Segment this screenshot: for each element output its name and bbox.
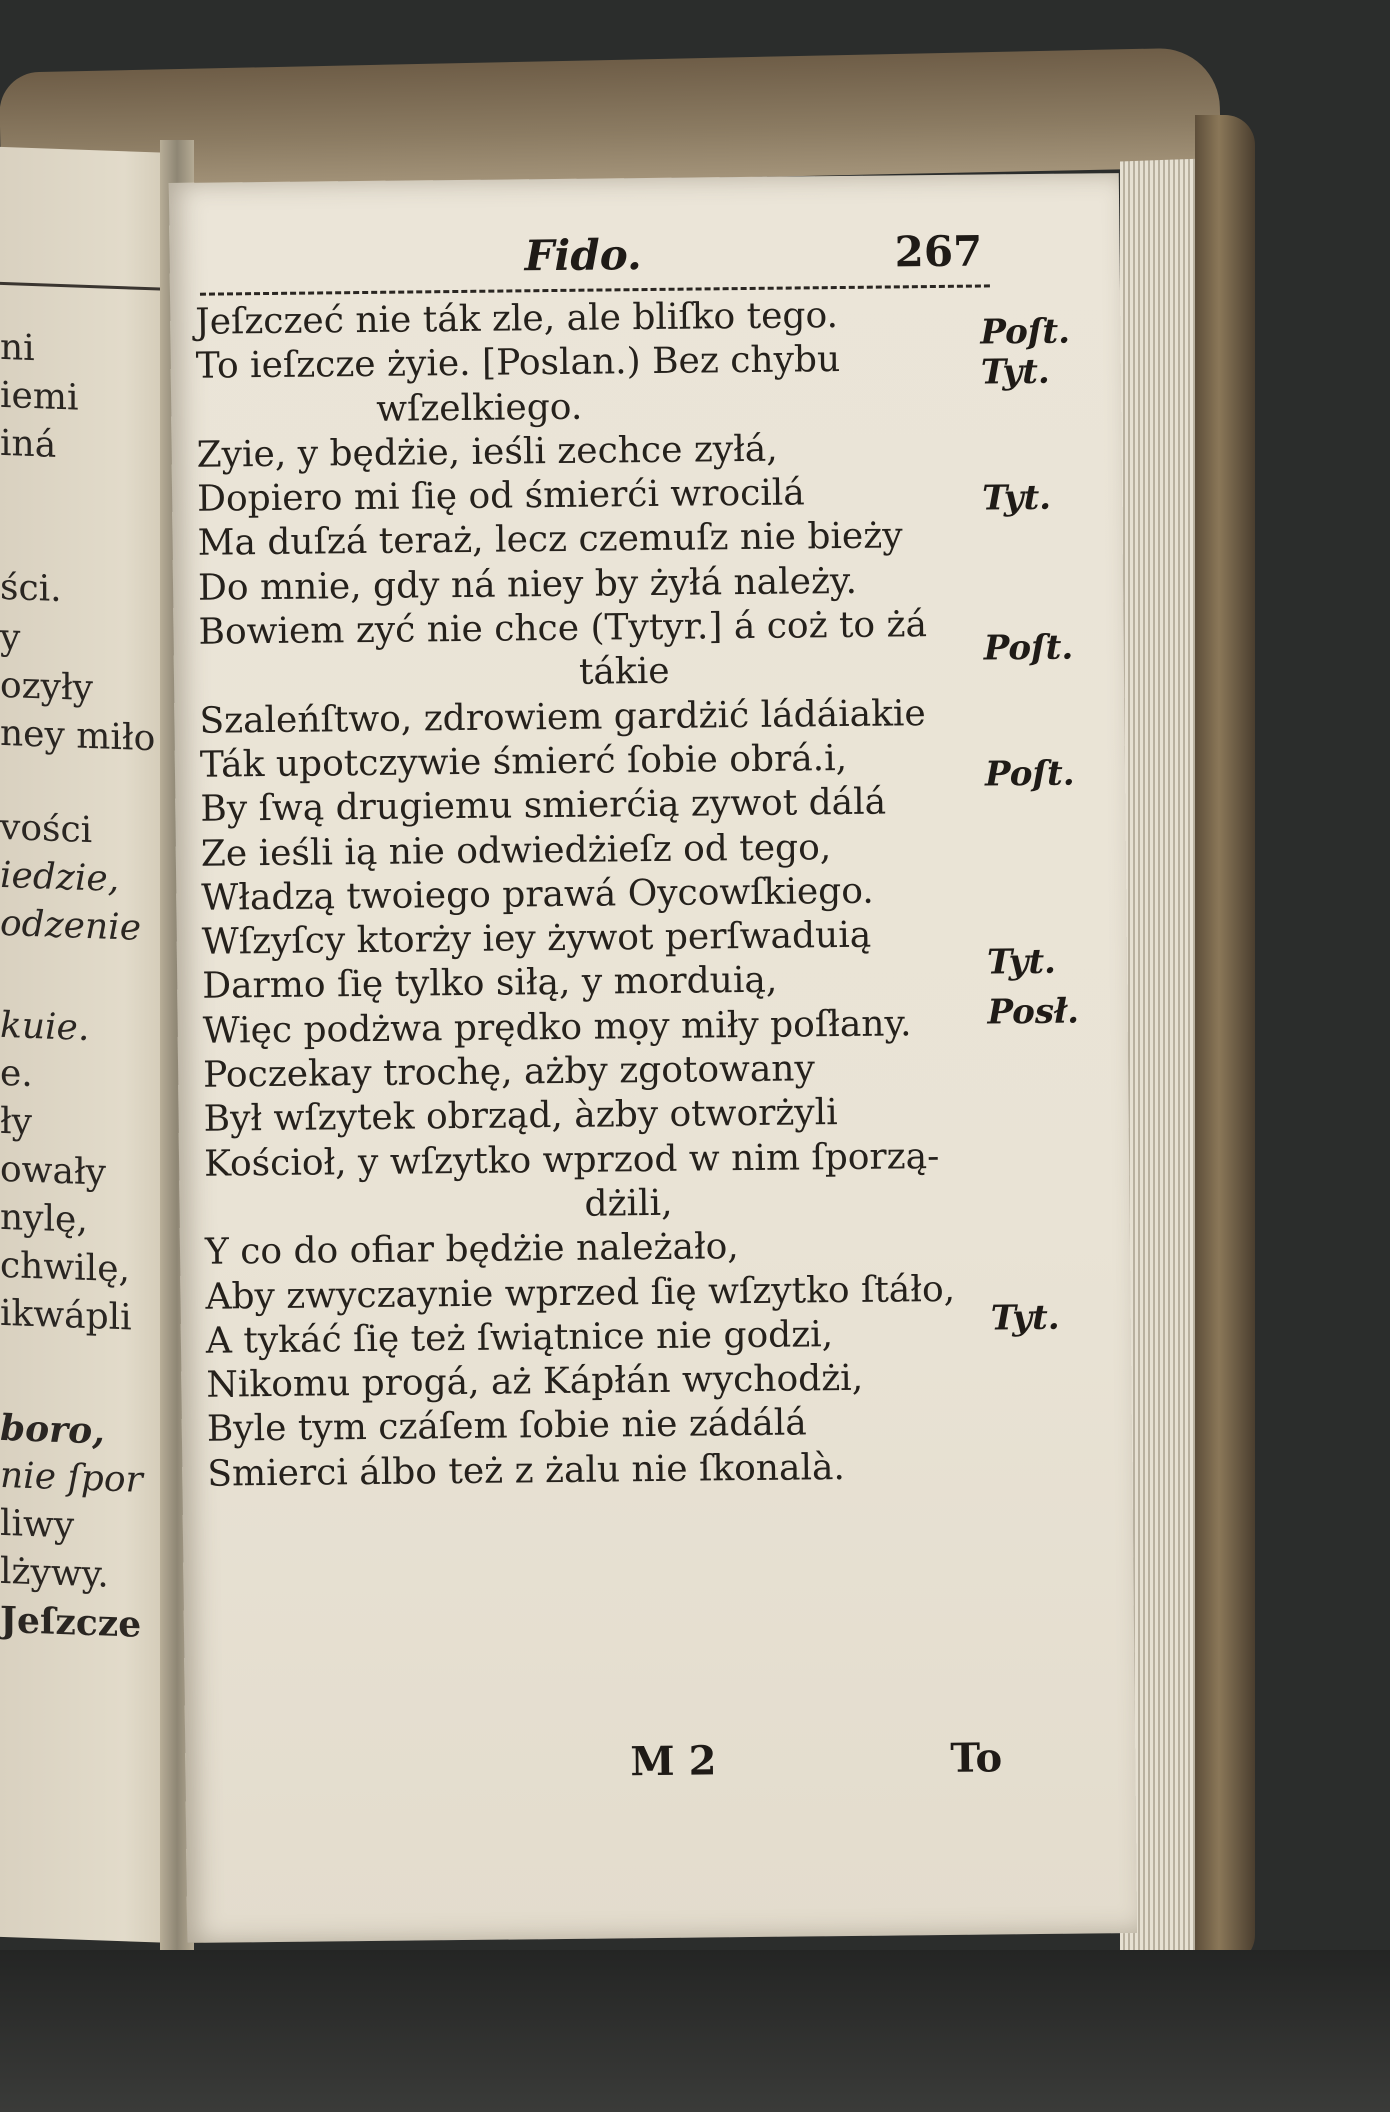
left-page bbox=[0, 147, 178, 1943]
verse-line: Kościoł, y wſzytko wprzod w nim ſporzą- bbox=[203, 1135, 940, 1185]
page-footer bbox=[185, 1733, 1136, 1803]
speaker-label: Tyt. bbox=[990, 1297, 1060, 1339]
verse-line: Więc podżwa prędko mọy miły poſłany. bbox=[202, 1003, 912, 1052]
verse-line: dżili, bbox=[584, 1182, 673, 1225]
signature-mark: M 2 bbox=[630, 1737, 717, 1786]
verse-line: Bowiem zyć nie chce (Tytyr.] á coż to żá bbox=[198, 604, 928, 653]
verse-line: Ták upotczywie śmierć ſobie obrá.i, bbox=[199, 737, 848, 786]
verse-line: Darmo ſię tylko siłą, y morduią, bbox=[202, 960, 778, 1008]
speaker-label: Tyt. bbox=[981, 477, 1052, 519]
left-fragment: chwilę, bbox=[0, 1244, 130, 1291]
left-fragment: owały bbox=[0, 1148, 106, 1194]
verse-line: Aby zwyczaynie wprzed ſię wſzytko ſtáło, bbox=[205, 1268, 956, 1318]
verse-line: Nikomu progá, aż Kápłán wychodżi, bbox=[206, 1357, 864, 1406]
left-fragment: iná bbox=[0, 422, 57, 466]
verse-line: Ze ieśli ią nie odwiedżieſz od tego, bbox=[200, 826, 832, 875]
verse-line: Zyie, y będżie, ieśli zechce zyłá, bbox=[196, 428, 778, 476]
speaker-label: Poſt. bbox=[983, 627, 1074, 669]
left-fragment: lżywy. bbox=[0, 1550, 109, 1596]
verse-line: Władzą twoiego prawá Oycowſkiego. bbox=[201, 870, 874, 919]
left-fragment: Jeſzcze bbox=[0, 1598, 142, 1646]
left-fragment: e. bbox=[0, 1052, 33, 1096]
speaker-label: Posł. bbox=[987, 991, 1080, 1033]
left-fragment: ozyły bbox=[0, 664, 93, 710]
left-fragment: iedzie, bbox=[0, 854, 120, 901]
verse-line: Dopiero mi ſię od śmierći wrocilá bbox=[196, 472, 805, 520]
left-fragment: boro, bbox=[0, 1406, 105, 1453]
left-fragment: ni bbox=[0, 326, 35, 370]
verse-line: Byle tym czáſem ſobie nie zádálá bbox=[206, 1402, 807, 1451]
left-fragment: kuie. bbox=[0, 1004, 90, 1050]
left-fragment: iemi bbox=[0, 374, 79, 419]
verse-line: A tykáć ſię też ſwiątnice nie godzi, bbox=[205, 1313, 834, 1362]
running-title: Fido. bbox=[524, 230, 642, 281]
speaker-label: Poſt. bbox=[980, 311, 1071, 353]
background-bottom bbox=[0, 1950, 1390, 2112]
verse-line: Był wſzytek obrząd, àzby otworżyli bbox=[203, 1092, 838, 1141]
left-fragment: nie ſpor bbox=[0, 1454, 143, 1501]
verse-line: Szaleńſtwo, zdrowiem gardżić ládáiakie bbox=[199, 692, 926, 742]
left-fragment: odzenie bbox=[0, 902, 141, 949]
left-fragment: liwy bbox=[0, 1502, 75, 1547]
catchword: To bbox=[950, 1734, 1003, 1782]
page-number: 267 bbox=[894, 226, 983, 277]
verse-line: Ma duſzá teraż, lecz czemuſz nie bieży bbox=[197, 515, 903, 565]
left-fragment: nylę, bbox=[0, 1196, 88, 1241]
left-header-rule bbox=[0, 282, 178, 291]
left-fragment: vości bbox=[0, 806, 93, 852]
verse-line: Do mnie, gdy ná niey by żyłá należy. bbox=[197, 560, 858, 609]
left-fragment: ikwápli bbox=[0, 1292, 132, 1339]
verse-line: By ſwą drugiemu smierćią zywot dálá bbox=[200, 781, 887, 830]
speaker-label: Tyt. bbox=[980, 351, 1050, 393]
verse-line: To ieſzcze żyie. [Poslan.) Bez chybu bbox=[195, 339, 841, 388]
verse-line: Jeſzczeć nie ták zle, ale bliſko tego. bbox=[195, 295, 839, 343]
left-fragment: ły bbox=[0, 1100, 33, 1144]
speaker-label: Tyt. bbox=[986, 941, 1057, 983]
speaker-label: Poſt. bbox=[984, 753, 1075, 795]
left-fragment: y bbox=[0, 616, 21, 659]
verse-line: Y co do ofiar będżie należało, bbox=[204, 1226, 739, 1273]
verse-line: Poczekay trochę, ażby zgotowany bbox=[202, 1048, 816, 1096]
verse-line: tákie bbox=[578, 651, 670, 694]
verse-line: Wſzyſcy ktorży iey żywot perſwaduią bbox=[201, 914, 872, 963]
book-cover-edge bbox=[1195, 115, 1255, 1965]
verse-line: wſzelkiego. bbox=[375, 386, 583, 430]
left-fragment: ney miło bbox=[0, 712, 156, 760]
verse-line: Smierci álbo też z żalu nie ſkonalà. bbox=[207, 1446, 846, 1495]
verse-text bbox=[195, 292, 1027, 1497]
right-page bbox=[169, 173, 1137, 1943]
left-fragment: ści. bbox=[0, 566, 62, 611]
